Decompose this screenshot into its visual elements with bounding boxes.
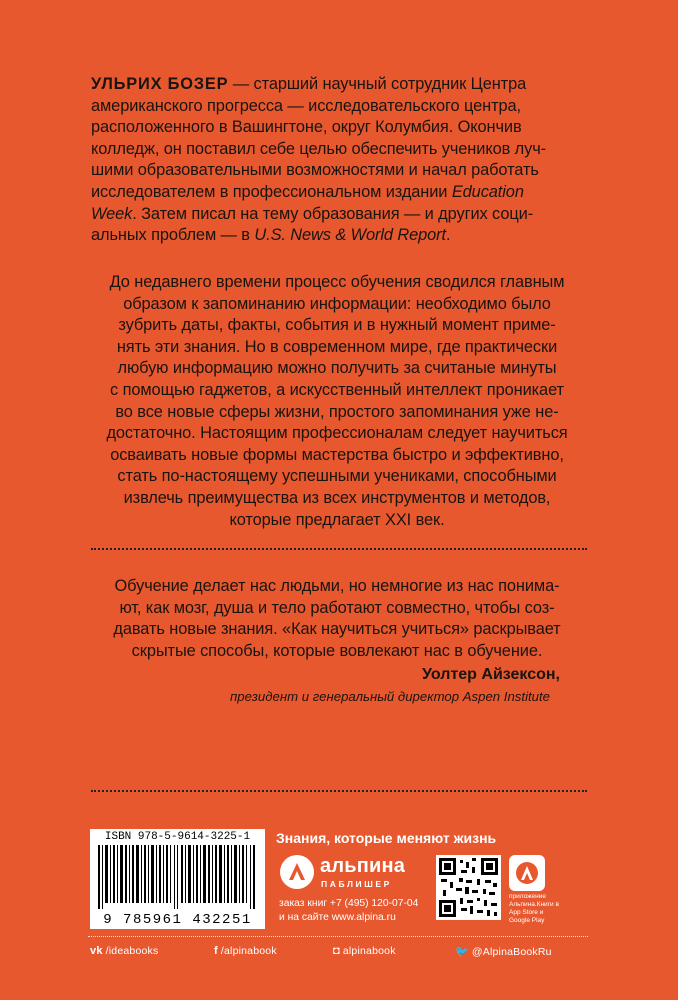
publisher-subname: ПАБЛИШЕР xyxy=(321,879,392,889)
desc-line: зубрить даты, факты, события и в нужный момент приме- xyxy=(118,316,556,335)
desc-line: любую информацию можно получить за считаные минуты xyxy=(117,359,557,378)
facebook-icon: f xyxy=(214,945,218,957)
app-badge[interactable] xyxy=(509,855,545,891)
quote-author: Уолтер Айзексон, xyxy=(421,666,560,683)
social-instagram-label: alpinabook xyxy=(342,945,396,957)
bio-line: колледж, он поставил себе целью обеспечить учеников луч- xyxy=(91,139,547,158)
order-info xyxy=(279,897,418,924)
bio-line: шими образовательными возможностями и начал работать xyxy=(91,161,539,180)
social-facebook[interactable] xyxy=(214,945,277,957)
quote-line: Обучение делает нас людьми, но немногие из нас понима- xyxy=(114,577,560,595)
quote-line: давать новые знания. «Как научиться учиться» раскрывает xyxy=(113,620,561,639)
bio-line: исследователем в профессиональном издании xyxy=(91,182,452,201)
publisher-slogan: Знания, которые меняют жизнь xyxy=(276,830,497,846)
publication-name: Education xyxy=(451,182,524,201)
isbn-label: ISBN 978-5-9614-3225-1 xyxy=(104,831,251,843)
alpina-app-icon xyxy=(509,855,545,891)
desc-line: образом к запоминанию информации: необходимо было xyxy=(123,294,551,313)
twitter-icon: 🐦 xyxy=(455,946,469,958)
vk-icon: vk xyxy=(90,945,103,957)
author-name: УЛЬРИХ БОЗЕР xyxy=(91,75,229,93)
order-phone: заказ книг +7 (495) 120-07-04 xyxy=(279,898,419,909)
desc-line: извлечь преимущества из всех инструментов и методов, xyxy=(123,488,551,507)
app-store-text: приложение Альпина.Книги в App Store и Google Play xyxy=(509,893,559,924)
social-vk[interactable] xyxy=(90,945,158,957)
bio-line: . Затем писал на тему образования — и других соци- xyxy=(132,204,534,223)
social-twitter-label: @AlpinaBookRu xyxy=(471,945,552,958)
social-instagram[interactable] xyxy=(333,945,396,957)
desc-line: стать по-настоящему успешными учениками, способными xyxy=(117,467,557,486)
quote-line: ют, как мозг, душа и тело работают совместно, чтобы соз- xyxy=(119,598,555,617)
social-vk-label: /ideabooks xyxy=(105,945,159,957)
alpina-logo-icon xyxy=(279,854,315,890)
desc-line: До недавнего времени процесс обучения сводился главным xyxy=(109,273,565,291)
publisher-name: альпина xyxy=(320,855,406,877)
order-website[interactable]: и на сайте www.alpina.ru xyxy=(279,911,396,923)
publication-name: Week xyxy=(91,204,133,223)
isbn-barcode xyxy=(90,829,265,929)
social-facebook-label: /alpinabook xyxy=(220,945,277,957)
bio-line: расположенного в Вашингтоне, округ Колумбия. Окончив xyxy=(91,118,522,137)
isbn-digits: 9 785961 432251 xyxy=(103,912,252,928)
bio-line: американского прогресса — исследовательского центра, xyxy=(91,96,521,115)
desc-line: которые предлагает XXI век. xyxy=(229,510,445,529)
social-twitter[interactable] xyxy=(455,945,552,958)
quote-line: скрытые способы, которые вовлекают нас в обучение. xyxy=(131,641,543,660)
desc-line: осваивать новые формы мастерства быстро и эффективно, xyxy=(110,445,564,464)
desc-line: нять эти знания. Но в современном мире, где практически xyxy=(116,337,558,356)
book-description xyxy=(91,272,583,531)
dotted-divider xyxy=(91,548,587,550)
footer-divider xyxy=(88,936,588,937)
desc-line: с помощью гаджетов, а искусственный интеллект проникает xyxy=(110,380,564,399)
barcode-bars xyxy=(98,845,257,909)
quote-author-role: президент и генеральный директор Aspen Institute xyxy=(230,689,550,704)
publication-name: U.S. News & World Report xyxy=(254,226,446,245)
bio-line: . xyxy=(445,226,451,245)
desc-line: достаточно. Настоящим профессионалам следует научиться xyxy=(106,424,568,443)
desc-line: во все новые сферы жизни, простого запоминания уже не- xyxy=(115,402,559,421)
qr-code[interactable] xyxy=(436,855,501,920)
bio-line: альных проблем — в xyxy=(91,226,255,245)
dotted-divider xyxy=(91,790,587,792)
bio-line: — старший научный сотрудник Центра xyxy=(228,75,527,93)
author-bio xyxy=(91,74,583,247)
instagram-icon: ◘ xyxy=(333,945,340,957)
endorsement-quote xyxy=(91,576,583,662)
qr-code-icon xyxy=(439,858,498,917)
